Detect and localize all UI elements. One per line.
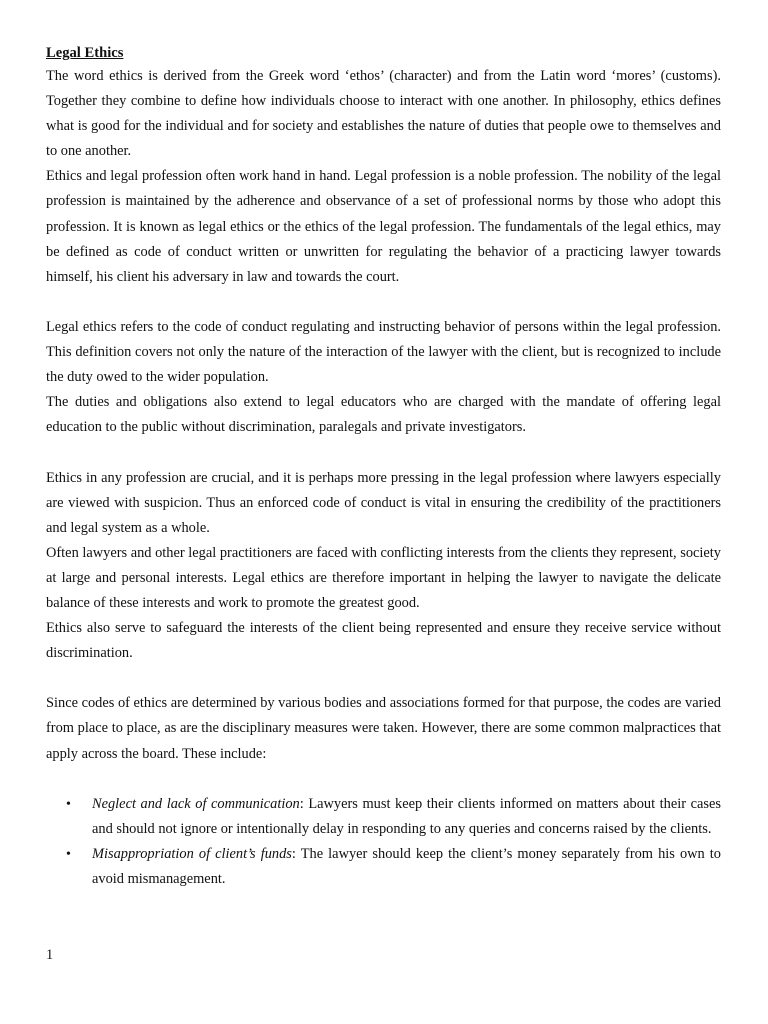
paragraph-legal-ethics-definition: Legal ethics refers to the code of conduct regulating and instructing behavior of persons within the legal profession. This definition covers not only the nature of the interaction of the lawyer with the client, but is recognized to include the duty owed to the wider population.: [46, 318, 721, 386]
bullet-icon: •: [66, 846, 71, 862]
paragraph-duties-obligations: The duties and obligations also extend to legal educators who are charged with the mandate of offering legal education to the public without discrimination, paralegals and private investigators.: [46, 394, 721, 436]
paragraph-gap: [46, 440, 721, 465]
paragraph-safeguard-client: Ethics also serve to safeguard the interests of the client being represented and ensure they receive service without discrimination.: [46, 620, 721, 662]
list-item-term: Misappropriation of client’s funds: [92, 845, 292, 862]
malpractices-list: [46, 792, 721, 892]
paragraph-legal-profession: Ethics and legal profession often work hand in hand. Legal profession is a noble profession. The nobility of the legal profession is maintained by the adherence and observance of a set of professional norms by those who adopt this profession. It is known as legal ethics or the ethics of the legal profession. The fundamentals of the legal ethics, may be defined as code of conduct written or unwritten for regulating the behavior of a practicing lawyer towards himself, his client his adversary in law and towards the court.: [46, 168, 721, 285]
paragraph-gap: [46, 290, 721, 315]
list-item: [46, 842, 721, 892]
paragraph-conflicting-interests: Often lawyers and other legal practitioners are faced with conflicting interests from the clients they represent, society at large and personal interests. Legal ethics are therefore important in helping the lawyer to navigate the delicate balance of these interests and work to promote the greatest good.: [46, 544, 721, 611]
list-item-term: Neglect and lack of communication: [92, 795, 300, 812]
page-number: 1: [46, 947, 54, 963]
list-item-text: : The lawyer should keep the client’s money separately from his own to avoid mismanagement.: [92, 845, 721, 887]
document-title: Legal Ethics: [46, 45, 124, 61]
paragraph-ethics-origin: The word ethics is derived from the Greek word ‘ethos’ (character) and from the Latin word ‘mores’ (customs). Together they combine to define how individuals choose to interact with one another. In philosophy, ethics defines what is good for the individual and for society and establishes the nature of duties that people owe to themselves and to one another.: [46, 68, 721, 160]
paragraph-gap: [46, 767, 721, 792]
paragraph-ethics-crucial: Ethics in any profession are crucial, and it is perhaps more pressing in the legal profession where lawyers especially are viewed with suspicion. Thus an enforced code of conduct is vital in ensuring the credibility of the practitioners and legal system as a whole.: [46, 469, 721, 536]
list-item-text: : Lawyers must keep their clients informed on matters about their cases and should not ignore or intentionally delay in responding to any queries and concerns raised by the clients.: [92, 795, 721, 837]
list-item: [46, 792, 721, 842]
paragraph-codes-of-ethics: Since codes of ethics are determined by various bodies and associations formed for that purpose, the codes are varied from place to place, as are the disciplinary measures were taken. However, there are some common malpractices that apply across the board. These include:: [46, 695, 721, 762]
paragraph-gap: [46, 666, 721, 691]
document-page: [46, 42, 721, 892]
bullet-icon: •: [66, 796, 71, 812]
